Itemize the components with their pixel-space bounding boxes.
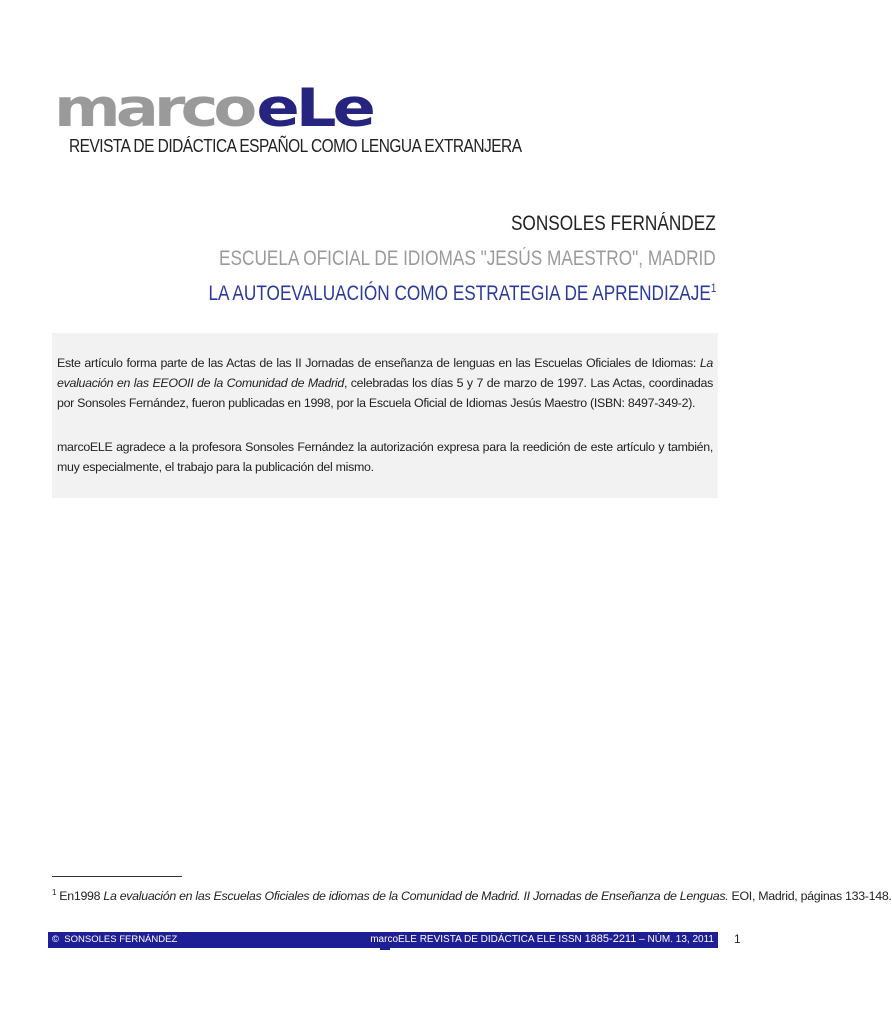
footnote	[52, 888, 892, 903]
footnote-text-b: EOI, Madrid, páginas 133-148.	[728, 889, 892, 904]
footnote-text-a: En1998	[56, 889, 104, 904]
footer-journal-info	[370, 933, 714, 945]
journal-subtitle: REVISTA DE DIDÁCTICA ESPAÑOL COMO LENGUA EXTRANJERA	[69, 136, 522, 156]
footer-author-name: SONSOLES FERNÁNDEZ	[64, 934, 178, 945]
note-event-title: La evaluación en las EEOOII de la Comunidad de Madrid	[57, 356, 713, 390]
footer-issue: – NÚM. 13, 2011	[636, 934, 714, 945]
copyright-icon: ©	[52, 934, 59, 945]
footnote-book-title: La evaluación en las Escuelas Oficiales de idiomas de la Comunidad de Madrid. II Jornadas de Enseñanza de Lenguas.	[103, 889, 729, 904]
footer-author	[52, 934, 177, 945]
logo	[54, 72, 372, 140]
article-title	[208, 281, 716, 306]
footer-bar	[48, 932, 718, 948]
footnote-number: 1	[52, 888, 57, 897]
footnote-divider	[52, 876, 182, 877]
title-footnote-ref[interactable]: 1	[710, 281, 716, 295]
article-title-text: LA AUTOEVALUACIÓN COMO ESTRATEGIA DE APRENDIZAJE	[208, 282, 711, 305]
footer-issn: 1885-2211	[584, 933, 637, 945]
logo-ele: eLe	[256, 78, 372, 140]
publication-note-paragraph	[57, 353, 713, 413]
footer-marco: marco	[370, 934, 399, 945]
footer-notch	[380, 948, 390, 950]
page-number: 1	[734, 932, 741, 946]
note-text-b: , celebradas los días 5 y 7 de marzo de 1997. Las Actas, coordinadas por Sonsoles Fernández, fueron publicadas en 1998, por la Escuela Oficial de Idiomas Jesús Maestro (ISBN: 8497-349-2).	[57, 376, 713, 410]
school-name: ESCUELA OFICIAL DE IDIOMAS "JESÚS MAESTRO", MADRID	[219, 247, 716, 270]
acknowledgement-paragraph: marcoELE agradece a la profesora Sonsoles Fernández la autorización expresa para la reedición de este artículo y también, muy especialmente, el trabajo para la publicación del mismo.	[57, 440, 713, 474]
publication-note-box	[52, 333, 718, 498]
logo-marco: marco	[54, 78, 253, 140]
author-name: SONSOLES FERNÁNDEZ	[511, 212, 716, 235]
note-text-a: Este artículo forma parte de las Actas de las II Jornadas de enseñanza de lenguas en las Escuelas Oficiales de Idiomas:	[57, 356, 700, 370]
footer-journal: ELE REVISTA DE DIDÁCTICA ELE ISSN	[398, 934, 585, 945]
